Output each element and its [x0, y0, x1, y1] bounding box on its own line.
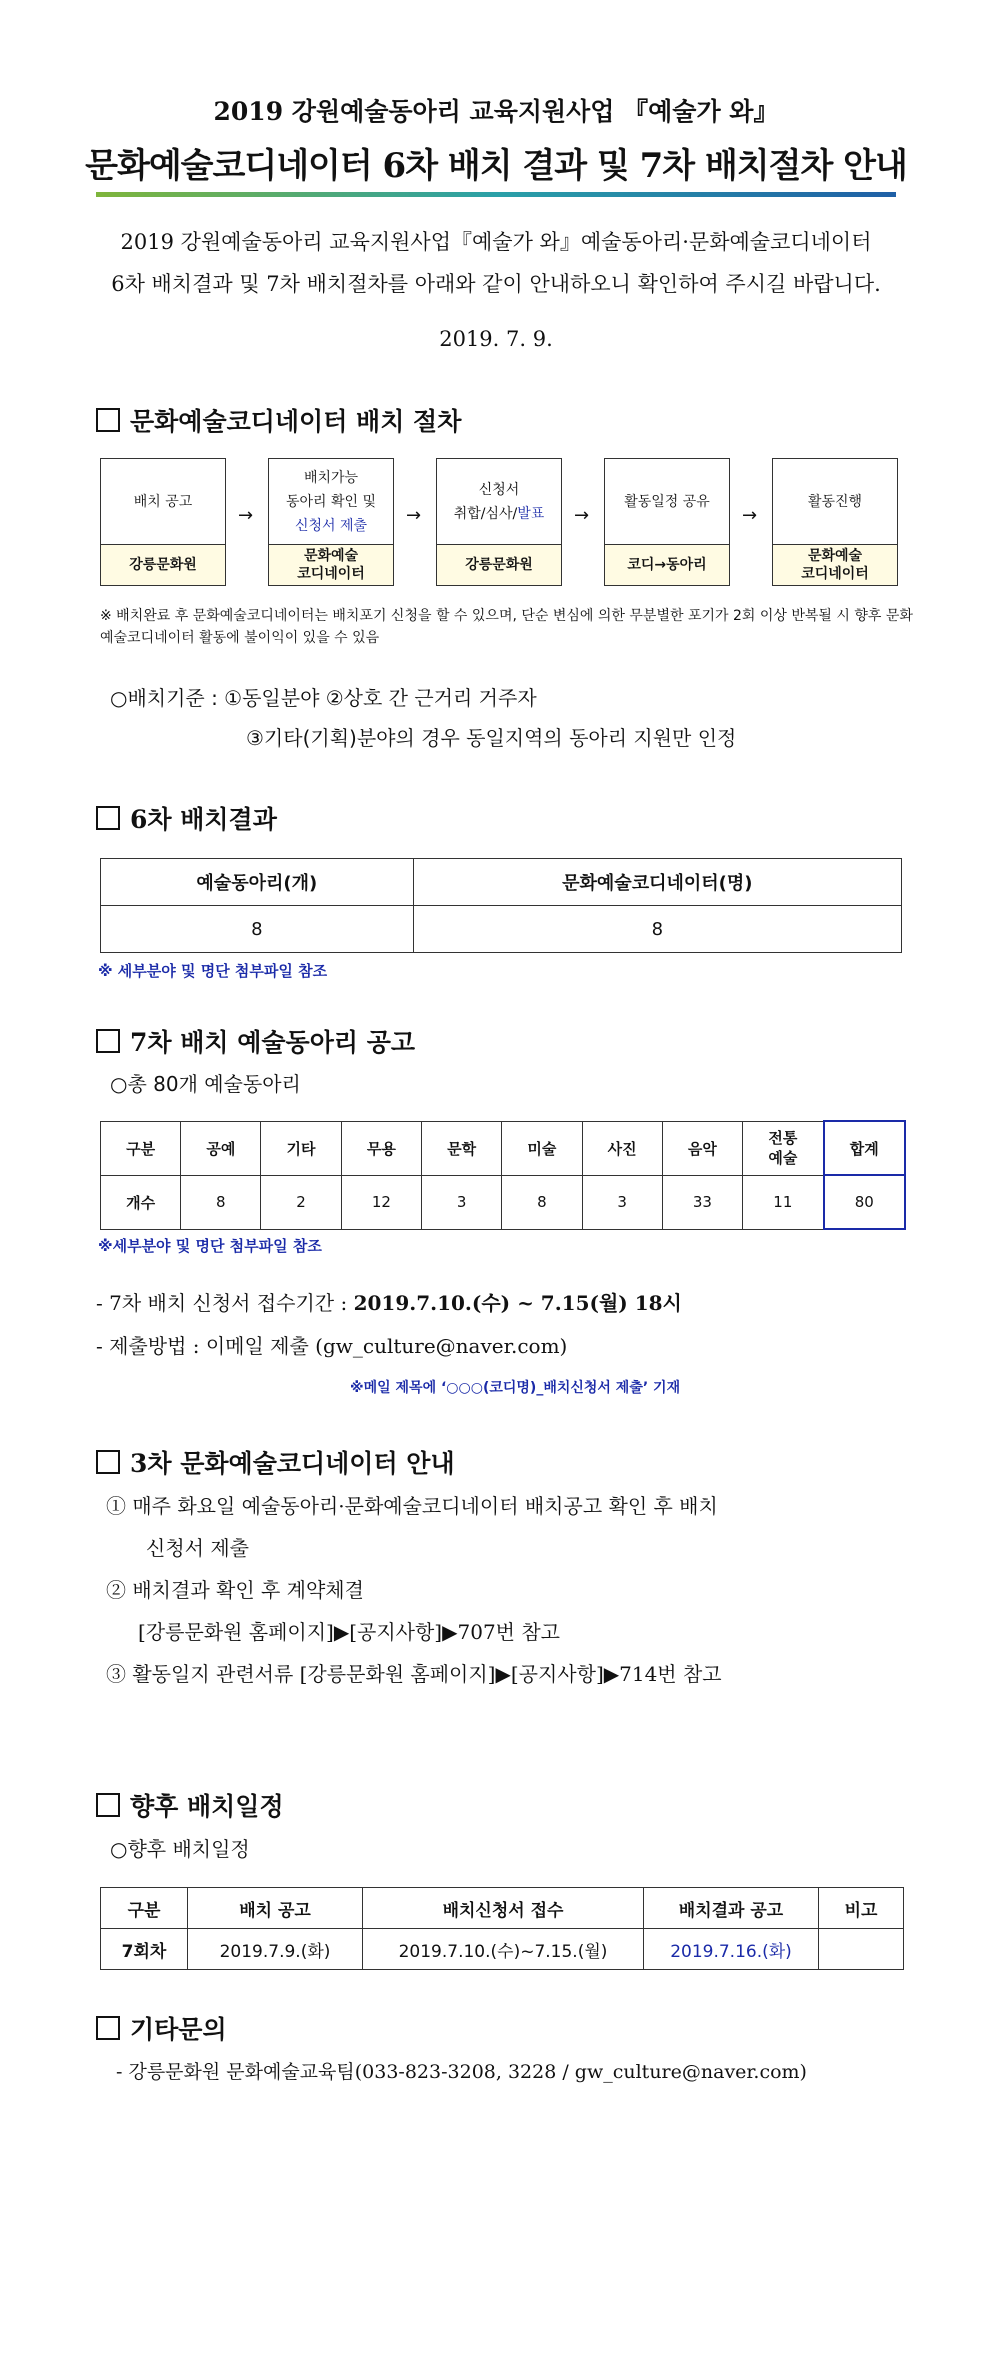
flow-step-3-label-a: 신청서 취합/심사/	[453, 482, 520, 522]
guide-item-3: ③ 활동일지 관련서류 [강릉문화원 홈페이지]▶[공지사항]▶714번 참고	[106, 1662, 722, 1686]
section-schedule-title: 향후 배치일정	[130, 1792, 284, 1821]
clubs-count-cell: 11	[743, 1175, 824, 1229]
result-value-clubs: 8	[101, 906, 414, 953]
flow-step-4	[604, 458, 730, 588]
checkbox-square-icon	[96, 806, 120, 830]
clubs-header-total: 합계	[824, 1121, 905, 1175]
flow-step-2-label	[268, 458, 394, 546]
checkbox-square-icon	[96, 408, 120, 432]
guide-item-1-cont: 신청서 제출	[146, 1536, 249, 1560]
section-clubs-heading	[96, 1023, 415, 1059]
checkbox-square-icon	[96, 1450, 120, 1474]
flow-step-1-label: 배치 공고	[100, 458, 226, 546]
criteria-line-2: ③기타(기획)분야의 경우 동일지역의 동아리 지원만 인정	[246, 726, 737, 750]
submission-method: - 제출방법 : 이메일 제출 (gw_culture@naver.com)	[96, 1334, 568, 1358]
section-contact-title: 기타문의	[130, 2015, 227, 2044]
flow-step-1	[100, 458, 226, 588]
section-guide-title: 3차 문화예술코디네이터 안내	[130, 1449, 455, 1478]
flow-step-2-label-b: 신청서 제출	[294, 518, 368, 534]
section-result-title: 6차 배치결과	[130, 805, 277, 834]
clubs-header-cell: 구분	[101, 1121, 181, 1175]
flow-step-5-label: 활동진행	[772, 458, 898, 546]
result-header-clubs: 예술동아리(개)	[101, 859, 414, 906]
flow-step-5-actor: 문화예술 코디네이터	[772, 544, 898, 586]
clubs-header-cell: 기타	[261, 1121, 341, 1175]
schedule-announce: 2019.7.9.(화)	[188, 1929, 363, 1970]
application-period-value: 2019.7.10.(수) ~ 7.15(월) 18시	[353, 1291, 682, 1315]
section-contact-heading	[96, 2010, 227, 2046]
clubs-count-cell: 8	[181, 1175, 261, 1229]
section-guide-heading	[96, 1444, 455, 1480]
mail-subject-note: ※메일 제목에 ‘○○○(코디명)_배치신청서 제출’ 기재	[350, 1380, 681, 1396]
flow-arrow-2: →	[406, 505, 422, 526]
clubs-count-cell: 12	[341, 1175, 421, 1229]
flow-step-5	[772, 458, 898, 588]
result-note: ※ 세부분야 및 명단 첨부파일 참조	[98, 962, 328, 980]
schedule-header-cell: 배치결과 공고	[644, 1888, 819, 1929]
flow-step-2	[268, 458, 394, 588]
flow-step-2-label-a: 배치가능 동아리 확인 및	[285, 470, 377, 510]
schedule-table	[100, 1887, 904, 1970]
clubs-count-cell: 8	[502, 1175, 582, 1229]
clubs-header-cell: 미술	[502, 1121, 582, 1175]
clubs-row-label: 개수	[101, 1175, 181, 1229]
section-clubs-title: 7차 배치 예술동아리 공고	[130, 1028, 416, 1057]
intro-line-2: 6차 배치결과 및 7차 배치절차를 아래와 같이 안내하오니 확인하여 주시길 바랍니다.	[111, 272, 881, 296]
result-table	[100, 858, 902, 953]
clubs-count-cell: 3	[422, 1175, 502, 1229]
application-period	[96, 1287, 682, 1316]
section-procedure-title: 문화예술코디네이터 배치 절차	[130, 407, 462, 436]
result-value-coordinators: 8	[413, 906, 901, 953]
clubs-header-cell: 공예	[181, 1121, 261, 1175]
schedule-remark	[819, 1929, 904, 1970]
flow-step-1-actor: 강릉문화원	[100, 544, 226, 586]
contact-info: - 강릉문화원 문화예술교육팀(033-823-3208, 3228 / gw_culture@naver.com)	[116, 2061, 807, 2083]
guide-item-1: ① 매주 화요일 예술동아리·문화예술코디네이터 배치공고 확인 후 배치	[106, 1494, 718, 1518]
clubs-count-cell: 2	[261, 1175, 341, 1229]
clubs-header-cell: 문학	[422, 1121, 502, 1175]
flow-step-3-label-b: 발표	[517, 506, 545, 522]
schedule-round: 7회차	[101, 1929, 188, 1970]
criteria-line-1: ○배치기준 : ①동일분야 ②상호 간 근거리 거주자	[110, 686, 537, 710]
clubs-header-cell: 음악	[662, 1121, 742, 1175]
title-underline	[96, 192, 896, 197]
guide-item-2-cont: [강릉문화원 홈페이지]▶[공지사항]▶707번 참고	[138, 1620, 560, 1644]
application-period-label: - 7차 배치 신청서 접수기간 :	[96, 1291, 354, 1315]
schedule-header-cell: 구분	[101, 1888, 188, 1929]
document-date: 2019. 7. 9.	[439, 327, 553, 351]
flow-arrow-4: →	[742, 505, 758, 526]
schedule-result: 2019.7.16.(화)	[644, 1929, 819, 1970]
flow-step-3-label	[436, 458, 562, 546]
withdrawal-note: ※ 배치완료 후 문화예술코디네이터는 배치포기 신청을 할 수 있으며, 단순 변심에 의한 무분별한 포기가 2회 이상 반복될 시 향후 문화예술코디네이터 활동에 불이익이 있을 수 있음	[100, 608, 913, 646]
clubs-table	[100, 1120, 906, 1230]
checkbox-square-icon	[96, 1793, 120, 1817]
flow-arrow-3: →	[574, 505, 590, 526]
result-header-coordinators: 문화예술코디네이터(명)	[413, 859, 901, 906]
flow-step-3	[436, 458, 562, 588]
intro-line-1: 2019 강원예술동아리 교육지원사업『예술가 와』예술동아리·문화예술코디네이터	[120, 230, 872, 254]
checkbox-square-icon	[96, 1029, 120, 1053]
section-procedure-heading	[96, 402, 461, 438]
flow-step-3-actor: 강릉문화원	[436, 544, 562, 586]
flow-step-4-actor: 코디→동아리	[604, 544, 730, 586]
section-result-heading	[96, 800, 277, 836]
clubs-header-cell: 사진	[582, 1121, 662, 1175]
header-subtitle: 2019 강원예술동아리 교육지원사업 『예술가 와』	[213, 97, 779, 126]
schedule-apply: 2019.7.10.(수)~7.15.(월)	[363, 1929, 644, 1970]
clubs-note: ※세부분야 및 명단 첨부파일 참조	[98, 1237, 322, 1255]
clubs-header-cell: 무용	[341, 1121, 421, 1175]
schedule-sub: ○향후 배치일정	[110, 1837, 250, 1861]
checkbox-square-icon	[96, 2016, 120, 2040]
schedule-header-cell: 배치 공고	[188, 1888, 363, 1929]
schedule-header-cell: 비고	[819, 1888, 904, 1929]
section-schedule-heading	[96, 1787, 284, 1823]
flow-step-4-label: 활동일정 공유	[604, 458, 730, 546]
clubs-header-cell: 전통 예술	[743, 1121, 824, 1175]
schedule-header-cell: 배치신청서 접수	[363, 1888, 644, 1929]
clubs-count-total: 80	[824, 1175, 905, 1229]
clubs-total: ○총 80개 예술동아리	[110, 1072, 301, 1096]
page-title: 문화예술코디네이터 6차 배치 결과 및 7차 배치절차 안내	[85, 146, 907, 186]
clubs-count-cell: 3	[582, 1175, 662, 1229]
clubs-count-cell: 33	[662, 1175, 742, 1229]
flow-arrow-1: →	[238, 505, 254, 526]
guide-item-2: ② 배치결과 확인 후 계약체결	[106, 1578, 364, 1602]
flow-step-2-actor: 문화예술 코디네이터	[268, 544, 394, 586]
